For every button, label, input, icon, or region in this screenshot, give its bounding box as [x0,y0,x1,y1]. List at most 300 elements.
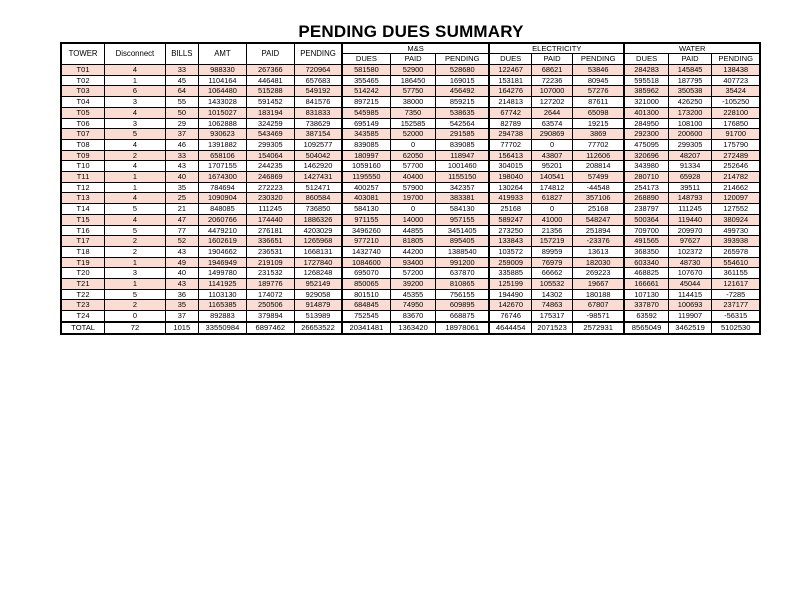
table-cell: 513989 [294,311,342,322]
table-cell: 182030 [572,257,624,268]
table-cell: 1 [105,257,165,268]
total-cell: 4644454 [489,322,532,334]
table-cell: 107670 [668,268,712,279]
table-cell: 584130 [342,204,390,215]
table-cell: 280710 [624,172,668,183]
table-cell: 107130 [624,289,668,300]
table-cell: 125199 [489,279,532,290]
table-cell: 736850 [294,204,342,215]
table-cell: 343585 [342,129,390,140]
table-cell: 214782 [712,172,760,183]
table-cell: 299305 [246,139,294,150]
table-cell: 971155 [342,214,390,225]
table-cell: 114415 [668,289,712,300]
header-group-electricity: ELECTRICITY [489,43,624,54]
table-cell: 684845 [342,300,390,311]
header-amt: AMT [198,43,246,65]
table-cell: 200600 [668,129,712,140]
table-row [61,193,760,204]
table-cell: 3 [105,118,165,129]
tower-cell: T24 [61,311,105,322]
table-cell: 39200 [390,279,436,290]
table-cell: 380924 [712,214,760,225]
table-cell: 929058 [294,289,342,300]
table-cell: 0 [390,139,436,150]
tower-cell: T17 [61,236,105,247]
header-water-paid: PAID [668,54,712,65]
table-cell: 77 [165,225,198,236]
table-cell: 407723 [712,75,760,86]
table-cell: 337870 [624,300,668,311]
table-cell: 63574 [532,118,573,129]
table-cell: 43 [165,279,198,290]
total-cell: 20341481 [342,322,390,334]
table-cell: 848085 [198,204,246,215]
table-cell: 695149 [342,118,390,129]
table-cell: 895405 [436,236,489,247]
table-cell: 738629 [294,118,342,129]
table-cell: 4 [105,161,165,172]
table-cell: 4 [105,139,165,150]
table-cell: -7285 [712,289,760,300]
header-paid: PAID [246,43,294,65]
table-cell: 591452 [246,97,294,108]
tower-cell: T01 [61,65,105,76]
table-row [61,75,760,86]
table-cell: 38000 [390,97,436,108]
table-cell: 284283 [624,65,668,76]
table-cell: 542564 [436,118,489,129]
table-cell: 14000 [390,214,436,225]
tower-cell: T14 [61,204,105,215]
table-cell: 35 [165,182,198,193]
tower-cell: T13 [61,193,105,204]
table-cell: 1886326 [294,214,342,225]
pending-dues-table [60,42,761,335]
table-cell: 122467 [489,65,532,76]
table-cell: 176850 [712,118,760,129]
table-cell: 3869 [572,129,624,140]
table-cell: 4 [105,193,165,204]
table-cell: 45 [165,75,198,86]
table-cell: 152585 [390,118,436,129]
table-cell: 251894 [572,225,624,236]
table-cell: 581580 [342,65,390,76]
table-cell: 1668131 [294,246,342,257]
tower-cell: T08 [61,139,105,150]
table-cell: 238797 [624,204,668,215]
table-cell: 164276 [489,86,532,97]
table-cell: 89959 [532,246,573,257]
table-cell: 25 [165,193,198,204]
table-cell: 57700 [390,161,436,172]
total-cell: 18978061 [436,322,489,334]
table-cell: 33 [165,150,198,161]
table-cell: 1268248 [294,268,342,279]
table-cell: 1195550 [342,172,390,183]
table-cell: 350538 [668,86,712,97]
table-cell: 321000 [624,97,668,108]
table-cell: 45355 [390,289,436,300]
table-cell: 208814 [572,161,624,172]
table-cell: 6 [105,86,165,97]
table-cell: 468825 [624,268,668,279]
table-cell: 254173 [624,182,668,193]
table-cell: 41000 [532,214,573,225]
table-cell: 174812 [532,182,573,193]
table-cell: 335885 [489,268,532,279]
table-cell: 272489 [712,150,760,161]
table-cell: 1499780 [198,268,246,279]
header-water-pending: PENDING [712,54,760,65]
table-row [61,204,760,215]
table-cell: 14302 [532,289,573,300]
table-cell: 40 [165,268,198,279]
tower-cell: T03 [61,86,105,97]
table-cell: 387154 [294,129,342,140]
table-cell: 5 [105,204,165,215]
tower-cell: T22 [61,289,105,300]
table-cell: 720964 [294,65,342,76]
table-cell: 19700 [390,193,436,204]
table-cell: -98571 [572,311,624,322]
total-cell: 3462519 [668,322,712,334]
table-cell: 21356 [532,225,573,236]
table-cell: 252646 [712,161,760,172]
header-row-groups [61,43,760,54]
table-cell: 157219 [532,236,573,247]
table-cell: 52900 [390,65,436,76]
table-cell: 361155 [712,268,760,279]
table-cell: 154064 [246,150,294,161]
table-cell: 538635 [436,107,489,118]
table-cell: 66662 [532,268,573,279]
table-cell: 1165385 [198,300,246,311]
table-cell: 57900 [390,182,436,193]
table-cell: 2 [105,246,165,257]
table-cell: 108100 [668,118,712,129]
table-cell: 91334 [668,161,712,172]
table-cell: 1391882 [198,139,246,150]
header-ms-dues: DUES [342,54,390,65]
table-cell: 183194 [246,107,294,118]
table-cell: 657683 [294,75,342,86]
table-cell: 43 [165,161,198,172]
table-row [61,118,760,129]
table-cell: 637870 [436,268,489,279]
table-cell: 37 [165,129,198,140]
table-cell: 57750 [390,86,436,97]
table-cell: 121617 [712,279,760,290]
table-cell: 299305 [668,139,712,150]
table-cell: 267366 [246,65,294,76]
table-cell: 401300 [624,107,668,118]
table-cell: 174072 [246,289,294,300]
table-cell: 3 [105,97,165,108]
tower-cell: T06 [61,118,105,129]
table-row [61,257,760,268]
table-cell: 180188 [572,289,624,300]
table-cell: 250506 [246,300,294,311]
table-cell: 35424 [712,86,760,97]
table-cell: 214662 [712,182,760,193]
table-cell: 2 [105,300,165,311]
table-cell: 383381 [436,193,489,204]
table-cell: 138438 [712,65,760,76]
table-cell: 2060766 [198,214,246,225]
table-cell: 65928 [668,172,712,183]
tower-cell: T20 [61,268,105,279]
table-cell: 265978 [712,246,760,257]
table-cell: 119440 [668,214,712,225]
tower-cell: T12 [61,182,105,193]
table-cell: 294738 [489,129,532,140]
table-cell: 4203029 [294,225,342,236]
table-cell: 892883 [198,311,246,322]
table-cell: 304015 [489,161,532,172]
table-cell: 133843 [489,236,532,247]
table-cell: 609895 [436,300,489,311]
table-cell: 1090904 [198,193,246,204]
table-cell: 44855 [390,225,436,236]
table-cell: 1727840 [294,257,342,268]
table-cell: 400257 [342,182,390,193]
table-cell: 839085 [436,139,489,150]
tower-cell: T19 [61,257,105,268]
table-cell: 343980 [624,161,668,172]
table-cell: 236531 [246,246,294,257]
table-cell: 21 [165,204,198,215]
table-cell: 991200 [436,257,489,268]
total-cell: 26653522 [294,322,342,334]
table-row [61,65,760,76]
tower-cell: T23 [61,300,105,311]
table-cell: 291585 [436,129,489,140]
table-cell: 103572 [489,246,532,257]
table-cell: 1427431 [294,172,342,183]
table-cell: 130264 [489,182,532,193]
table-cell: 0 [532,204,573,215]
table-cell: 292300 [624,129,668,140]
tower-cell: T09 [61,150,105,161]
table-cell: 355465 [342,75,390,86]
table-cell: 156413 [489,150,532,161]
table-row [61,214,760,225]
table-cell: 4479210 [198,225,246,236]
table-cell: 603340 [624,257,668,268]
header-disconnect: Disconnect [105,43,165,65]
table-cell: 595518 [624,75,668,86]
table-cell: 1141925 [198,279,246,290]
table-cell: 385962 [624,86,668,97]
table-cell: 50 [165,107,198,118]
table-cell: 127552 [712,204,760,215]
table-cell: 752545 [342,311,390,322]
table-cell: -23376 [572,236,624,247]
table-cell: 76979 [532,257,573,268]
table-cell: 2 [105,150,165,161]
table-cell: 47 [165,214,198,225]
table-cell: 528680 [436,65,489,76]
table-cell: 0 [390,204,436,215]
table-cell: 13613 [572,246,624,257]
table-cell: 512471 [294,182,342,193]
table-cell: 709700 [624,225,668,236]
tower-cell: T18 [61,246,105,257]
table-cell: 166661 [624,279,668,290]
table-row [61,97,760,108]
table-cell: 1904662 [198,246,246,257]
table-cell: 189776 [246,279,294,290]
table-cell: 180997 [342,150,390,161]
table-cell: 859215 [436,97,489,108]
table-cell: 62050 [390,150,436,161]
table-cell: 784694 [198,182,246,193]
table-cell: 403081 [342,193,390,204]
table-cell: 48207 [668,150,712,161]
table-cell: 1103130 [198,289,246,300]
table-cell: 198040 [489,172,532,183]
table-cell: 37 [165,311,198,322]
table-cell: 668875 [436,311,489,322]
table-cell: 52000 [390,129,436,140]
table-cell: 153181 [489,75,532,86]
table-cell: 695070 [342,268,390,279]
table-cell: 43 [165,246,198,257]
table-cell: 68621 [532,65,573,76]
table-cell: 97627 [668,236,712,247]
table-cell: 209970 [668,225,712,236]
table-cell: 3496260 [342,225,390,236]
total-row [61,322,760,334]
table-cell: 5 [105,225,165,236]
table-row [61,107,760,118]
table-cell: 475095 [624,139,668,150]
table-cell: 82789 [489,118,532,129]
table-cell: 5 [105,289,165,300]
table-cell: 1 [105,279,165,290]
table-cell: 500364 [624,214,668,225]
table-cell: 57200 [390,268,436,279]
table-row [61,86,760,97]
tower-cell: T21 [61,279,105,290]
table-row [61,161,760,172]
table-cell: 930623 [198,129,246,140]
table-cell: 111245 [668,204,712,215]
total-cell: 1015 [165,322,198,334]
table-row [61,246,760,257]
header-elec-dues: DUES [489,54,532,65]
total-cell: 2071523 [532,322,573,334]
table-cell: 228100 [712,107,760,118]
table-cell: 46 [165,139,198,150]
table-cell: 36 [165,289,198,300]
table-cell: 0 [532,139,573,150]
table-cell: 988330 [198,65,246,76]
table-cell: 55 [165,97,198,108]
table-cell: 1674300 [198,172,246,183]
table-cell: 952149 [294,279,342,290]
table-cell: 801510 [342,289,390,300]
total-cell: 6897462 [246,322,294,334]
table-cell: 111245 [246,204,294,215]
table-cell: 87611 [572,97,624,108]
table-row [61,268,760,279]
table-cell: 120097 [712,193,760,204]
table-cell: 850065 [342,279,390,290]
table-cell: 63592 [624,311,668,322]
table-cell: 52 [165,236,198,247]
table-row [61,300,760,311]
total-cell: 8565049 [624,322,668,334]
table-cell: 584130 [436,204,489,215]
total-cell: 33550984 [198,322,246,334]
tower-cell: T11 [61,172,105,183]
table-cell: 3451405 [436,225,489,236]
table-cell: 4 [105,65,165,76]
page-title: PENDING DUES SUMMARY [298,22,524,41]
table-cell: 273250 [489,225,532,236]
table-cell: 145845 [668,65,712,76]
table-cell: 499730 [712,225,760,236]
table-cell: 756155 [436,289,489,300]
table-row [61,139,760,150]
table-cell: 105532 [532,279,573,290]
header-tower: TOWER [61,43,105,65]
total-cell: 5102530 [712,322,760,334]
table-cell: 244235 [246,161,294,172]
table-cell: 93400 [390,257,436,268]
table-cell: 1084600 [342,257,390,268]
table-cell: 237177 [712,300,760,311]
table-row [61,289,760,300]
table-cell: 342357 [436,182,489,193]
header-elec-paid: PAID [532,54,573,65]
table-cell: 48730 [668,257,712,268]
table-cell: 76746 [489,311,532,322]
table-cell: 74950 [390,300,436,311]
table-cell: 269223 [572,268,624,279]
table-cell: 43807 [532,150,573,161]
table-row [61,311,760,322]
table-cell: 140541 [532,172,573,183]
tower-cell: T15 [61,214,105,225]
table-cell: 95201 [532,161,573,172]
table-cell: 272223 [246,182,294,193]
table-cell: 19667 [572,279,624,290]
header-group-ms: M&S [342,43,489,54]
table-row [61,225,760,236]
table-cell: 45044 [668,279,712,290]
table-cell: 3 [105,268,165,279]
table-cell: 658106 [198,150,246,161]
table-cell: 426250 [668,97,712,108]
table-cell: 246869 [246,172,294,183]
table-cell: 2644 [532,107,573,118]
table-cell: 1433028 [198,97,246,108]
table-cell: 67807 [572,300,624,311]
table-cell: 446481 [246,75,294,86]
table-cell: 142670 [489,300,532,311]
table-cell: 1946949 [198,257,246,268]
table-cell: 148793 [668,193,712,204]
table-cell: 1 [105,182,165,193]
table-cell: 514242 [342,86,390,97]
table-cell: 127202 [532,97,573,108]
table-row [61,129,760,140]
table-body [61,65,760,334]
table-cell: 554610 [712,257,760,268]
